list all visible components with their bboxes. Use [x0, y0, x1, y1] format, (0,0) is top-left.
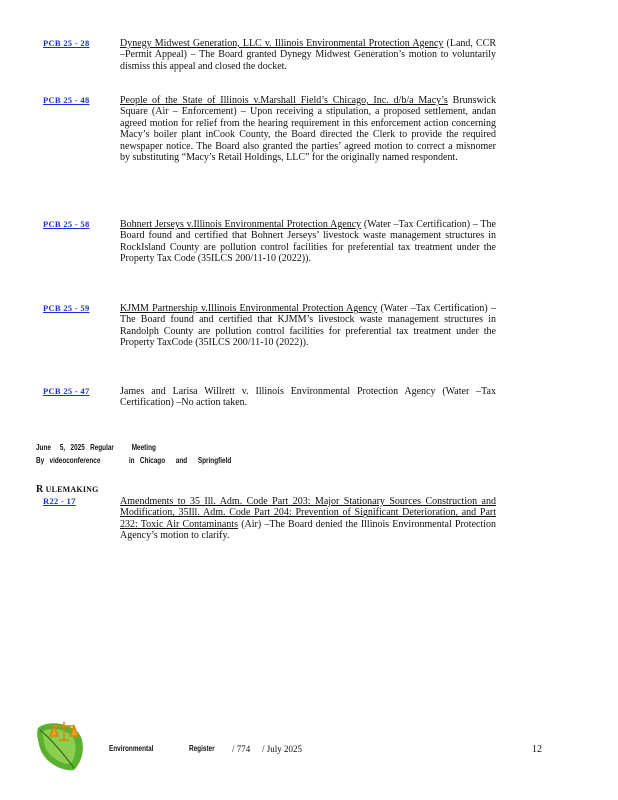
meeting-word: in [128, 456, 135, 465]
rulemaking-heading-rest: ULEMAKING [45, 485, 99, 494]
case-text [120, 496, 496, 542]
case-text [120, 303, 496, 349]
case-title: People of the State of Illinois v.Marshall Field’s Chicago, Inc. d/b/a Macy’s [120, 95, 448, 106]
rulemaking-heading-initial: R [36, 484, 44, 495]
leaf-scales-icon [34, 718, 86, 772]
case-text [120, 386, 496, 409]
case-link[interactable]: R22 - 17 [43, 496, 76, 506]
case-description: (Water –Tax Certification) – The Board found and certified that KJMM’s livestock waste management structures in Randolph County are pollution control facilities for preferential tax treatment under the Property TaxCode (35ILCS 200/11-10 (2022)). [120, 303, 497, 349]
case-title: KJMM Partnership v.Illinois Environmental Protection Agency [120, 303, 378, 314]
case-text [120, 38, 496, 72]
footer-issue: / 774 [232, 744, 251, 754]
meeting-word: videoconference [49, 456, 101, 465]
meeting-word: 5, [59, 443, 66, 452]
meeting-word: Springfield [197, 456, 232, 465]
footer-register: Register [189, 744, 215, 753]
case-description: Brunswick Square (Air – Enforcement) – Upon receiving a stipulation, a proposed settlement, andan agreed motion for relief from the hearing requirement in this enforcement action concerning Macy’s boiler plant inCook County, the Board directed the Clerk to provide the required newspaper notice. The Board also granted the parties’ agreed motion to correct a misnomer by substituting “Macy’s Retail Holdings, LLC” for the originally named respondent. [120, 95, 496, 164]
meeting-word: Chicago [139, 456, 166, 465]
meeting-word: Meeting [131, 443, 156, 452]
meeting-location-line [36, 454, 231, 467]
case-text [120, 95, 496, 163]
case-description: (Land, CCR –Permit Appeal) – The Board granted Dynegy Midwest Generation’s motion to voluntarily dismiss this appeal and closed the docket. [120, 38, 496, 72]
case-text [120, 219, 496, 265]
case-title: Amendments to 35 Ill. Adm. Code Part 203: Major Stationary Sources Construction and Modification, 35Ill. Adm. Code Part 204: Prevention of Significant Deterioration, and Part 232: Toxic Air Contaminants [120, 496, 496, 530]
case-link[interactable]: PCB 25 - 48 [43, 95, 90, 105]
case-link[interactable]: PCB 25 - 28 [43, 38, 90, 48]
case-link[interactable]: PCB 25 - 58 [43, 219, 90, 229]
case-description: James and Larisa Willrett v. Illinois Environmental Protection Agency (Water –Tax Certification) –No action taken. [120, 386, 496, 409]
footer-page-number: 12 [532, 744, 542, 755]
case-title: Dynegy Midwest Generation, LLC v. Illinois Environmental Protection Agency [120, 38, 444, 49]
rulemaking-heading [36, 484, 99, 495]
case-description: (Water –Tax Certification) – The Board found and certified that Bohnert Jerseys’ livestock waste management structures in RockIsland County are pollution control facilities for preferential tax treatment under the Property Tax Code (35ILCS 200/11-10 (2022)). [120, 219, 496, 265]
meeting-word: and [175, 456, 188, 465]
case-link[interactable]: PCB 25 - 47 [43, 386, 90, 396]
meeting-word: Regular [90, 443, 114, 452]
meeting-info [36, 441, 231, 467]
meeting-word: June [36, 443, 51, 452]
footer-publication: Environmental [109, 744, 154, 753]
meeting-word: 2025 [70, 443, 85, 452]
case-description: (Air) –The Board denied the Illinois Environmental Protection Agency’s motion to clarify. [120, 518, 496, 542]
case-link[interactable]: PCB 25 - 59 [43, 303, 90, 313]
case-title: Bohnert Jerseys v.Illinois Environmental Protection Agency [120, 219, 362, 230]
meeting-word: By [36, 456, 45, 465]
meeting-date-line [36, 441, 231, 454]
footer-date: / July 2025 [262, 744, 303, 754]
